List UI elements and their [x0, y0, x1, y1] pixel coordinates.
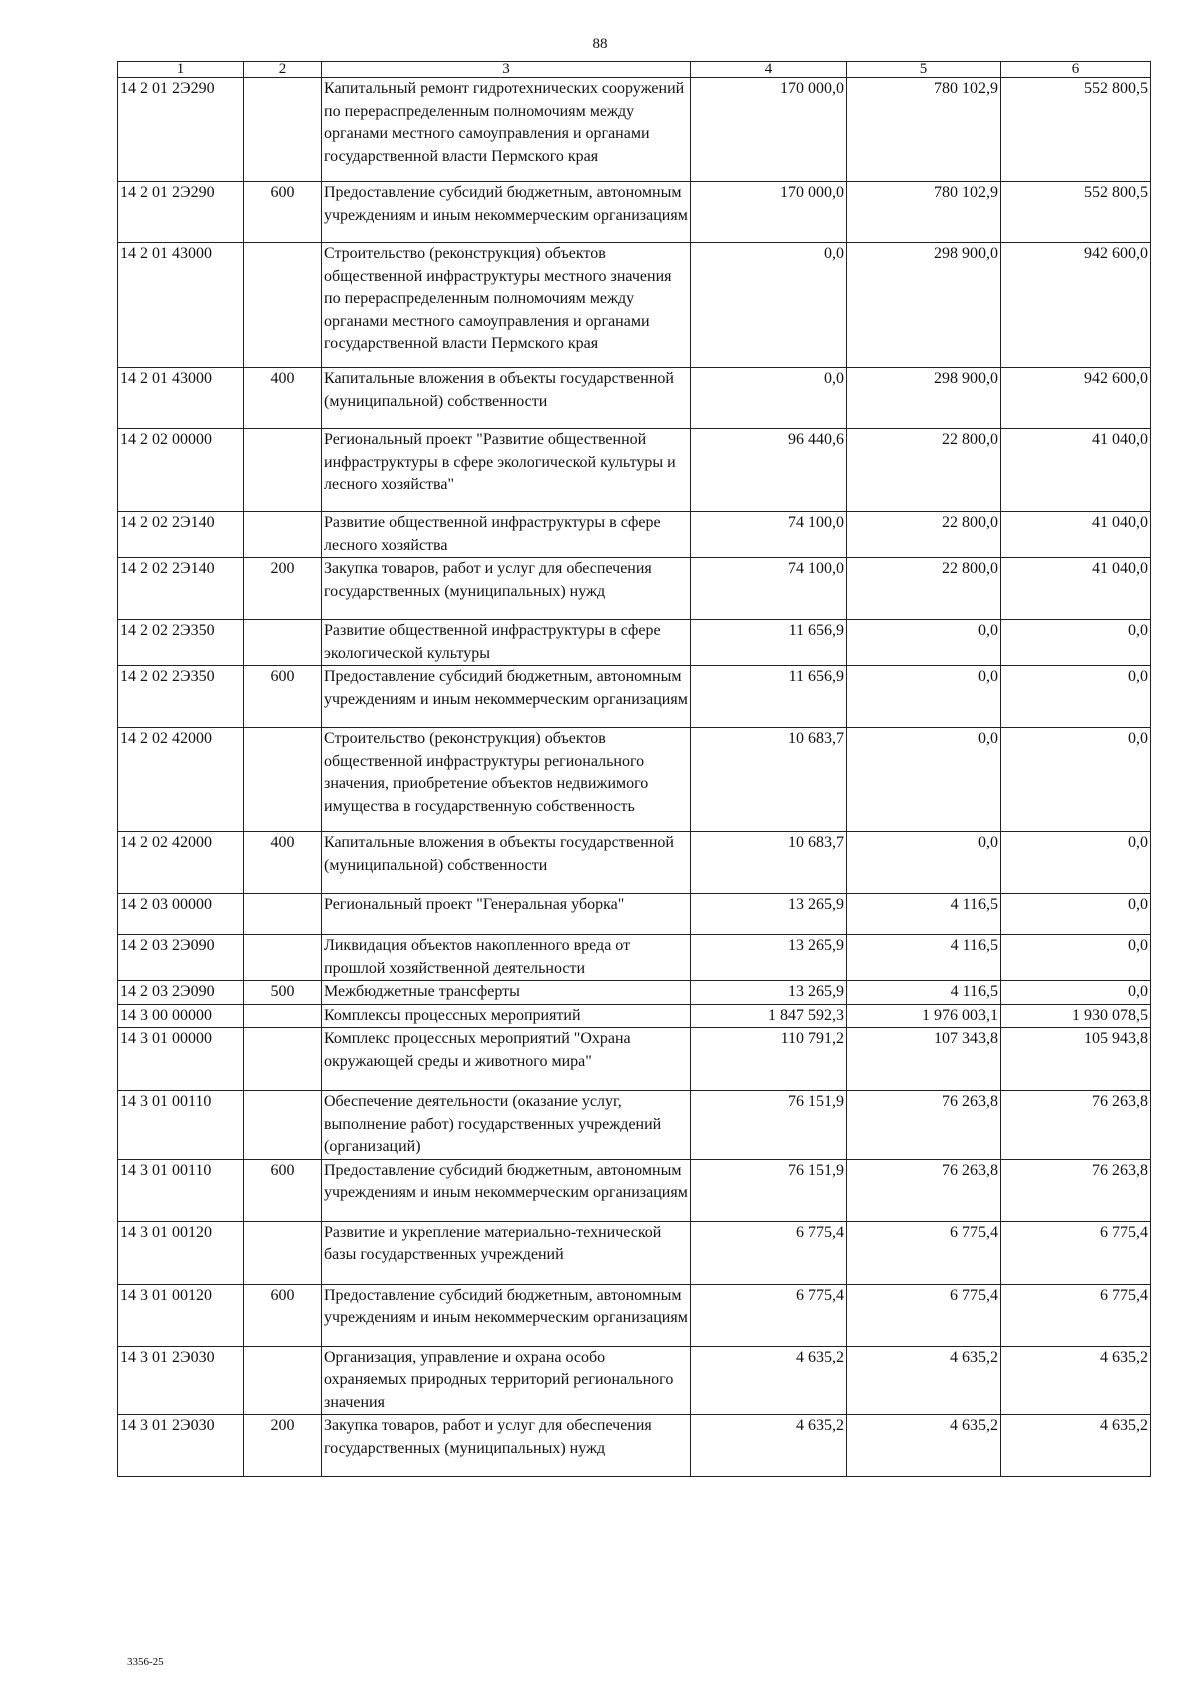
- row-value-6: 0,0: [1001, 728, 1151, 832]
- row-value-5: 298 900,0: [847, 368, 1001, 429]
- row-value-4: 170 000,0: [691, 78, 847, 182]
- header-row: [118, 62, 1151, 78]
- row-expense-type: [244, 243, 322, 368]
- row-value-5: 22 800,0: [847, 429, 1001, 512]
- row-value-5: 780 102,9: [847, 78, 1001, 182]
- row-value-5: 76 263,8: [847, 1091, 1001, 1160]
- row-value-4: 4 635,2: [691, 1346, 847, 1415]
- row-code: 14 2 01 2Э290: [118, 182, 244, 243]
- row-code: 14 2 02 42000: [118, 728, 244, 832]
- row-code: 14 3 01 2Э030: [118, 1415, 244, 1477]
- row-value-4: 96 440,6: [691, 429, 847, 512]
- row-code: 14 3 01 00120: [118, 1284, 244, 1346]
- table-row: [118, 243, 1151, 368]
- row-value-5: 0,0: [847, 620, 1001, 666]
- row-code: 14 2 02 42000: [118, 832, 244, 894]
- row-value-5: 22 800,0: [847, 558, 1001, 620]
- row-expense-type: 500: [244, 981, 322, 1005]
- row-code: 14 2 02 2Э350: [118, 620, 244, 666]
- row-expense-type: [244, 429, 322, 512]
- table-row: [118, 368, 1151, 429]
- row-value-5: 76 263,8: [847, 1159, 1001, 1221]
- table-row: [118, 981, 1151, 1005]
- budget-table: [117, 61, 1151, 1477]
- row-expense-type: 600: [244, 666, 322, 728]
- row-value-4: 6 775,4: [691, 1284, 847, 1346]
- row-value-6: 6 775,4: [1001, 1284, 1151, 1346]
- row-code: 14 2 02 2Э350: [118, 666, 244, 728]
- row-expense-type: 200: [244, 1415, 322, 1477]
- row-name: Строительство (реконструкция) объектов общественной инфраструктуры местного значения по перераспределенным полномочиям между органами местного самоуправления и органами государственной власти Пермского края: [322, 243, 691, 368]
- row-expense-type: [244, 935, 322, 981]
- row-value-4: 11 656,9: [691, 620, 847, 666]
- row-code: 14 3 01 00110: [118, 1159, 244, 1221]
- row-code: 14 2 02 00000: [118, 429, 244, 512]
- row-value-5: 107 343,8: [847, 1028, 1001, 1091]
- table-row: [118, 935, 1151, 981]
- row-name: Закупка товаров, работ и услуг для обеспечения государственных (муниципальных) нужд: [322, 558, 691, 620]
- row-expense-type: 200: [244, 558, 322, 620]
- row-value-6: 6 775,4: [1001, 1221, 1151, 1284]
- row-expense-type: [244, 1091, 322, 1160]
- row-value-6: 942 600,0: [1001, 368, 1151, 429]
- table-row: [118, 728, 1151, 832]
- row-name: Региональный проект "Развитие общественной инфраструктуры в сфере экологической культуры и лесного хозяйства": [322, 429, 691, 512]
- row-name: Комплекс процессных мероприятий "Охрана окружающей среды и животного мира": [322, 1028, 691, 1091]
- table-row: [118, 78, 1151, 182]
- table-row: [118, 1284, 1151, 1346]
- row-value-6: 41 040,0: [1001, 512, 1151, 558]
- row-code: 14 3 01 2Э030: [118, 1346, 244, 1415]
- row-value-6: 41 040,0: [1001, 429, 1151, 512]
- row-value-6: 4 635,2: [1001, 1415, 1151, 1477]
- row-value-5: 780 102,9: [847, 182, 1001, 243]
- table-row: [118, 1415, 1151, 1477]
- row-value-5: 298 900,0: [847, 243, 1001, 368]
- row-value-4: 76 151,9: [691, 1159, 847, 1221]
- row-code: 14 3 01 00000: [118, 1028, 244, 1091]
- row-value-5: 22 800,0: [847, 512, 1001, 558]
- table-row: [118, 429, 1151, 512]
- row-name: Развитие общественной инфраструктуры в сфере лесного хозяйства: [322, 512, 691, 558]
- row-name: Межбюджетные трансферты: [322, 981, 691, 1005]
- row-value-6: 0,0: [1001, 832, 1151, 894]
- row-value-5: 0,0: [847, 832, 1001, 894]
- row-expense-type: [244, 1004, 322, 1028]
- row-value-6: 552 800,5: [1001, 182, 1151, 243]
- table-row: [118, 620, 1151, 666]
- row-code: 14 3 01 00120: [118, 1221, 244, 1284]
- row-expense-type: [244, 620, 322, 666]
- row-value-4: 76 151,9: [691, 1091, 847, 1160]
- row-value-4: 74 100,0: [691, 558, 847, 620]
- row-name: Предоставление субсидий бюджетным, автономным учреждениям и иным некоммерческим организациям: [322, 666, 691, 728]
- row-expense-type: [244, 728, 322, 832]
- row-value-5: 4 635,2: [847, 1415, 1001, 1477]
- row-value-4: 74 100,0: [691, 512, 847, 558]
- table-row: [118, 558, 1151, 620]
- row-value-6: 4 635,2: [1001, 1346, 1151, 1415]
- row-name: Капитальный ремонт гидротехнических сооружений по перераспределенным полномочиям между органами местного самоуправления и органами государственной власти Пермского края: [322, 78, 691, 182]
- row-value-4: 10 683,7: [691, 728, 847, 832]
- row-expense-type: [244, 1028, 322, 1091]
- table-row: [118, 1159, 1151, 1221]
- table-row: [118, 666, 1151, 728]
- row-value-6: 0,0: [1001, 894, 1151, 935]
- row-code: 14 2 02 2Э140: [118, 512, 244, 558]
- row-expense-type: 400: [244, 368, 322, 429]
- row-code: 14 2 02 2Э140: [118, 558, 244, 620]
- row-value-6: 0,0: [1001, 666, 1151, 728]
- row-value-4: 0,0: [691, 243, 847, 368]
- row-expense-type: [244, 78, 322, 182]
- column-header-5: 5: [847, 62, 1001, 78]
- row-expense-type: 600: [244, 1159, 322, 1221]
- row-value-4: 0,0: [691, 368, 847, 429]
- row-code: 14 2 01 43000: [118, 368, 244, 429]
- row-expense-type: [244, 1221, 322, 1284]
- row-value-6: 105 943,8: [1001, 1028, 1151, 1091]
- column-header-1: 1: [118, 62, 244, 78]
- row-value-5: 0,0: [847, 728, 1001, 832]
- row-expense-type: [244, 1346, 322, 1415]
- row-expense-type: 400: [244, 832, 322, 894]
- row-value-5: 4 116,5: [847, 935, 1001, 981]
- row-value-5: 6 775,4: [847, 1284, 1001, 1346]
- row-value-4: 1 847 592,3: [691, 1004, 847, 1028]
- row-value-6: 76 263,8: [1001, 1159, 1151, 1221]
- row-value-5: 1 976 003,1: [847, 1004, 1001, 1028]
- column-header-3: 3: [322, 62, 691, 78]
- row-code: 14 2 03 2Э090: [118, 935, 244, 981]
- row-name: Предоставление субсидий бюджетным, автономным учреждениям и иным некоммерческим организациям: [322, 1284, 691, 1346]
- row-name: Строительство (реконструкция) объектов общественной инфраструктуры регионального значения, приобретение объектов недвижимого имущества в государственную собственность: [322, 728, 691, 832]
- row-name: Региональный проект "Генеральная уборка": [322, 894, 691, 935]
- row-name: Капитальные вложения в объекты государственной (муниципальной) собственности: [322, 368, 691, 429]
- table-row: [118, 1346, 1151, 1415]
- row-value-4: 11 656,9: [691, 666, 847, 728]
- row-value-5: 6 775,4: [847, 1221, 1001, 1284]
- table-row: [118, 1004, 1151, 1028]
- row-code: 14 2 01 2Э290: [118, 78, 244, 182]
- row-code: 14 2 03 00000: [118, 894, 244, 935]
- page-number: 88: [592, 36, 608, 52]
- row-value-6: 552 800,5: [1001, 78, 1151, 182]
- row-value-4: 13 265,9: [691, 935, 847, 981]
- table-row: [118, 1028, 1151, 1091]
- row-code: 14 3 00 00000: [118, 1004, 244, 1028]
- row-code: 14 3 01 00110: [118, 1091, 244, 1160]
- table-row: [118, 182, 1151, 243]
- row-value-5: 0,0: [847, 666, 1001, 728]
- row-name: Организация, управление и охрана особо охраняемых природных территорий регионального значения: [322, 1346, 691, 1415]
- footer-document-code: 3356-25: [127, 1656, 164, 1668]
- table-row: [118, 1091, 1151, 1160]
- row-value-6: 76 263,8: [1001, 1091, 1151, 1160]
- row-value-4: 4 635,2: [691, 1415, 847, 1477]
- table-row: [118, 1221, 1151, 1284]
- row-value-4: 110 791,2: [691, 1028, 847, 1091]
- column-header-4: 4: [691, 62, 847, 78]
- row-value-6: 942 600,0: [1001, 243, 1151, 368]
- row-name: Предоставление субсидий бюджетным, автономным учреждениям и иным некоммерческим организациям: [322, 182, 691, 243]
- table-row: [118, 832, 1151, 894]
- row-value-4: 170 000,0: [691, 182, 847, 243]
- table-row: [118, 894, 1151, 935]
- row-name: Ликвидация объектов накопленного вреда от прошлой хозяйственной деятельности: [322, 935, 691, 981]
- row-value-5: 4 635,2: [847, 1346, 1001, 1415]
- row-value-4: 6 775,4: [691, 1221, 847, 1284]
- row-name: Капитальные вложения в объекты государственной (муниципальной) собственности: [322, 832, 691, 894]
- row-expense-type: 600: [244, 182, 322, 243]
- table-row: [118, 512, 1151, 558]
- row-expense-type: 600: [244, 1284, 322, 1346]
- row-value-6: 0,0: [1001, 981, 1151, 1005]
- column-header-6: 6: [1001, 62, 1151, 78]
- row-value-5: 4 116,5: [847, 981, 1001, 1005]
- row-value-4: 13 265,9: [691, 894, 847, 935]
- row-value-4: 10 683,7: [691, 832, 847, 894]
- row-value-6: 0,0: [1001, 620, 1151, 666]
- row-expense-type: [244, 512, 322, 558]
- row-value-5: 4 116,5: [847, 894, 1001, 935]
- row-name: Предоставление субсидий бюджетным, автономным учреждениям и иным некоммерческим организациям: [322, 1159, 691, 1221]
- row-value-6: 1 930 078,5: [1001, 1004, 1151, 1028]
- row-name: Закупка товаров, работ и услуг для обеспечения государственных (муниципальных) нужд: [322, 1415, 691, 1477]
- row-code: 14 2 01 43000: [118, 243, 244, 368]
- row-name: Обеспечение деятельности (оказание услуг, выполнение работ) государственных учреждений (организаций): [322, 1091, 691, 1160]
- row-name: Комплексы процессных мероприятий: [322, 1004, 691, 1028]
- row-value-4: 13 265,9: [691, 981, 847, 1005]
- row-code: 14 2 03 2Э090: [118, 981, 244, 1005]
- row-value-6: 0,0: [1001, 935, 1151, 981]
- row-name: Развитие общественной инфраструктуры в сфере экологической культуры: [322, 620, 691, 666]
- row-expense-type: [244, 894, 322, 935]
- row-value-6: 41 040,0: [1001, 558, 1151, 620]
- row-name: Развитие и укрепление материально-технической базы государственных учреждений: [322, 1221, 691, 1284]
- column-header-2: 2: [244, 62, 322, 78]
